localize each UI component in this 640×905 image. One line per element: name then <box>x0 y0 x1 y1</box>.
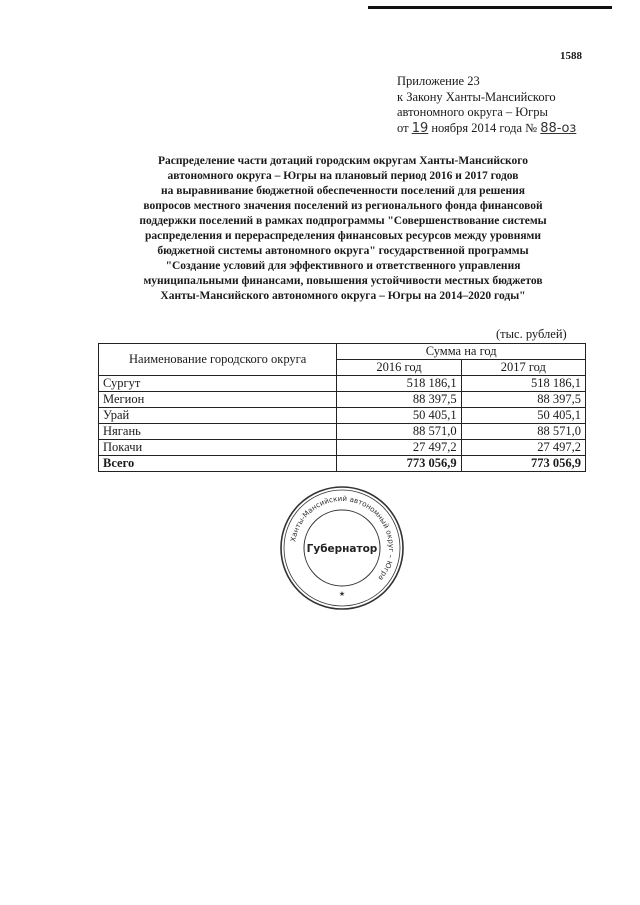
annex-date-day: 19 <box>411 120 429 136</box>
value-2016: 88 571,0 <box>337 424 461 440</box>
title-line: Распределение части дотаций городским округам Ханты-Мансийского <box>158 155 528 167</box>
column-header-2017: 2017 год <box>461 360 585 376</box>
column-header-name: Наименование городского округа <box>99 344 337 376</box>
page-number: 1588 <box>560 50 582 62</box>
table-row <box>99 424 586 440</box>
distribution-table <box>98 343 586 472</box>
table-total-row <box>99 456 586 472</box>
annex-date-line <box>397 121 627 137</box>
annex-date-rest: ноября 2014 года № <box>431 120 538 135</box>
title-line: распределения и перераспределения финансовых ресурсов между уровнями <box>144 230 542 242</box>
seal-star-icon: ★ <box>338 590 346 598</box>
seal-ring-text: Ханты-Мансийский автономный округ – Югра <box>288 493 397 583</box>
value-2016: 27 497,2 <box>337 440 461 456</box>
annex-line: Приложение 23 <box>397 74 480 88</box>
title-line: "Создание условий для эффективного и ответственного управления <box>165 260 521 272</box>
title-line: на выравнивание бюджетной обеспеченности поселений для решения <box>161 185 525 197</box>
title-line: Ханты-Мансийского автономного округа – Югры на 2014–2020 годы" <box>160 290 526 302</box>
column-header-sum: Сумма на год <box>337 344 586 360</box>
district-name: Нягань <box>99 424 337 440</box>
title-line: вопросов местного значения поселений из регионального фонда финансовой <box>143 200 543 212</box>
table-row <box>99 392 586 408</box>
title-line: автономного округа – Югры на плановый период 2016 и 2017 годов <box>167 170 519 182</box>
total-2017: 773 056,9 <box>461 456 585 472</box>
district-name: Урай <box>99 408 337 424</box>
district-name: Покачи <box>99 440 337 456</box>
total-label: Всего <box>99 456 337 472</box>
title-line: муниципальными финансами, повышения устойчивости местных бюджетов <box>143 275 543 287</box>
column-header-2016: 2016 год <box>337 360 461 376</box>
total-2016: 773 056,9 <box>337 456 461 472</box>
value-2017: 518 186,1 <box>461 376 585 392</box>
annex-line: к Закону Ханты-Мансийского <box>397 89 556 104</box>
top-rule <box>368 6 612 9</box>
table-header-row <box>99 344 586 360</box>
value-2016: 518 186,1 <box>337 376 461 392</box>
governor-seal <box>278 484 406 612</box>
value-2017: 27 497,2 <box>461 440 585 456</box>
table-row <box>99 408 586 424</box>
title-line: бюджетной системы автономного округа" государственной программы <box>157 245 529 257</box>
value-2017: 50 405,1 <box>461 408 585 424</box>
value-2016: 50 405,1 <box>337 408 461 424</box>
seal-center-text: Губернатор <box>306 543 378 555</box>
annex-line: автономного округа – Югры <box>397 105 548 119</box>
value-2017: 88 571,0 <box>461 424 585 440</box>
value-2016: 88 397,5 <box>337 392 461 408</box>
table-row <box>99 440 586 456</box>
table-row <box>99 376 586 392</box>
unit-label: (тыс. рублей) <box>496 327 567 341</box>
annex-law-number: 88-оз <box>540 120 577 136</box>
value-2017: 88 397,5 <box>461 392 585 408</box>
district-name: Сургут <box>99 376 337 392</box>
district-name: Мегион <box>99 392 337 408</box>
document-title <box>80 154 606 304</box>
annex-date-prefix: от <box>397 120 409 135</box>
annex-block <box>397 74 627 136</box>
title-line: поддержки поселений в рамках подпрограммы "Совершенствование системы <box>139 215 547 227</box>
